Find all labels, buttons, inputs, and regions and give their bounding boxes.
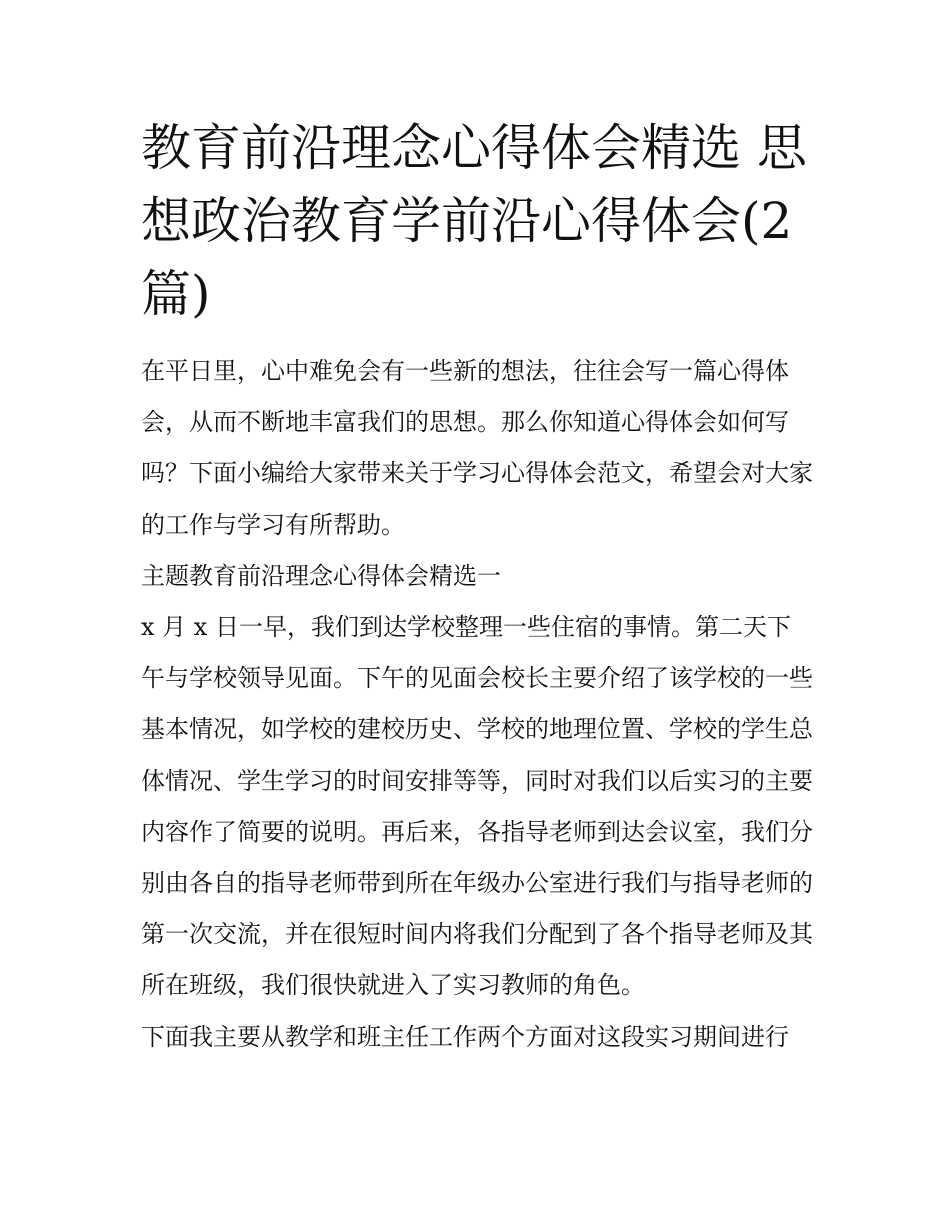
- body-paragraph-continued: 下面我主要从教学和班主任工作两个方面对这段实习期间进行: [141, 1022, 789, 1051]
- section-heading: 主题教育前沿理念心得体会精选一: [141, 561, 501, 590]
- document-body: [141, 112, 813, 1063]
- document-title: 教育前沿理念心得体会精选 思想政治教育学前沿心得体会(2篇): [141, 119, 807, 323]
- body-paragraph: x 月 x 日一早，我们到达学校整理一些住宿的事情。第二天下午与学校领导见面。下午的见面会校长主要介绍了该学校的一些基本情况，如学校的建校历史、学校的地理位置、学校的学生总体情况、学生学习的时间安排等等，同时对我们以后实习的主要内容作了简要的说明。再后来，各指导老师到达会议室，我们分别由各自的指导老师带到所在年级办公室进行我们与指导老师的第一次交流，并在很短时间内将我们分配到了各个指导老师及其所在班级，我们很快就进入了实习教师的角色。: [141, 613, 813, 1000]
- intro-paragraph: 在平日里，心中难免会有一些新的想法，往往会写一篇心得体会，从而不断地丰富我们的思想。那么你知道心得体会如何写吗？下面小编给大家带来关于学习心得体会范文，希望会对大家的工作与学习有所帮助。: [141, 357, 813, 539]
